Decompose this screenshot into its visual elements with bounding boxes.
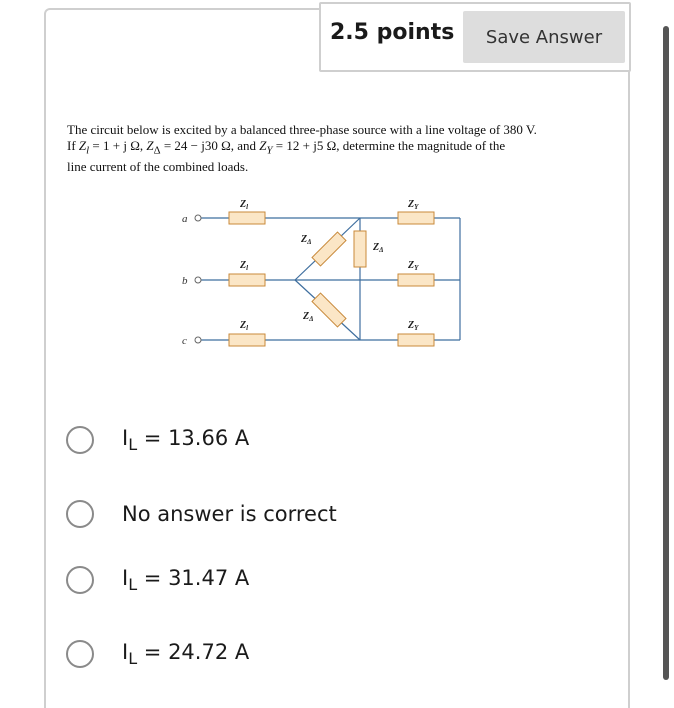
points-label: 2.5 points bbox=[330, 20, 455, 45]
answer-option-2[interactable] bbox=[66, 500, 337, 528]
node-b-label: b bbox=[182, 275, 188, 287]
scrollbar[interactable] bbox=[663, 26, 669, 680]
resistor-zy-b bbox=[398, 274, 434, 286]
radio-button[interactable] bbox=[66, 640, 94, 668]
resistor-zl-c bbox=[229, 334, 265, 346]
answer-option-3[interactable] bbox=[66, 566, 249, 594]
terminal-c bbox=[195, 337, 201, 343]
terminal-a bbox=[195, 215, 201, 221]
svg-text:ZY: $Z_Y$ bbox=[408, 199, 419, 211]
radio-button[interactable] bbox=[66, 566, 94, 594]
question-line-1: The circuit below is excited by a balanced three-phase source with a line voltage of 380 V. bbox=[67, 122, 537, 137]
question-text: The circuit below is excited by a balanced three-phase source with a line voltage of 380 V. If $Z_l = 1 + j$ Ω, $Z_\Delta = 24 - j30$ Ω, and $Z_Y = 12 + j5$ Ω, determine the magnitude of the line current of the combined loads. bbox=[67, 122, 537, 174]
svg-text:Zl: $Z_l$ bbox=[240, 260, 249, 272]
svg-text:ZY: $Z_Y$ bbox=[408, 260, 419, 272]
resistor-zd-1 bbox=[312, 232, 346, 266]
terminal-b bbox=[195, 277, 201, 283]
svg-text:ZY: $Z_Y$ bbox=[408, 320, 419, 332]
save-answer-button[interactable]: Save Answer bbox=[463, 11, 625, 63]
svg-text:ZΔ: $Z_\Delta$ bbox=[303, 311, 314, 323]
svg-text:ZΔ: $Z_\Delta$ bbox=[373, 242, 384, 254]
resistor-zd-3 bbox=[312, 293, 346, 327]
circuit-diagram bbox=[170, 190, 470, 360]
svg-text:Zl: $Z_l$ bbox=[240, 199, 249, 211]
radio-button[interactable] bbox=[66, 500, 94, 528]
resistor-zd-2 bbox=[354, 231, 366, 267]
resistor-zy-c bbox=[398, 334, 434, 346]
answer-option-4-label: $I_L = 24.72$ A bbox=[122, 640, 250, 669]
resistor-zy-a bbox=[398, 212, 434, 224]
answer-option-4[interactable] bbox=[66, 640, 249, 668]
svg-text:Zl: $Z_l$ bbox=[240, 320, 249, 332]
node-a-label: a bbox=[182, 213, 188, 225]
answer-option-3-label: $I_L = 31.47$ A bbox=[122, 566, 250, 595]
resistor-zl-a bbox=[229, 212, 265, 224]
question-line-3: line current of the combined loads. bbox=[67, 158, 249, 174]
resistor-zl-b bbox=[229, 274, 265, 286]
answer-option-1-label: $I_L = 13.66$ A bbox=[122, 426, 250, 455]
svg-text:ZΔ: $Z_\Delta$ bbox=[301, 234, 312, 246]
answer-option-2-label: No answer is correct bbox=[122, 502, 337, 526]
answer-option-1[interactable] bbox=[66, 426, 249, 454]
radio-button[interactable] bbox=[66, 426, 94, 454]
node-c-label: c bbox=[182, 335, 187, 347]
